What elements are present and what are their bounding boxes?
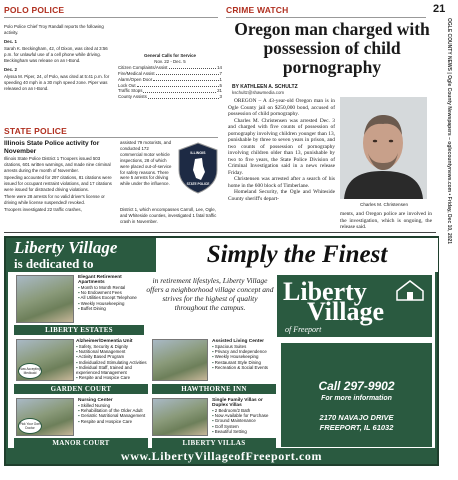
- hawthorne-feature: ▪ Recreation & Social Events: [212, 365, 278, 370]
- crime-watch-section-label: CRIME WATCH: [226, 5, 289, 15]
- suspect-photo: [340, 97, 427, 199]
- photo-caption: Charles M. Christensen: [360, 202, 408, 207]
- calls-value: 14: [217, 64, 222, 70]
- estates-details: [78, 275, 144, 311]
- badge-line2: STATE POLICE: [186, 182, 210, 186]
- garden-feature: ▪ Respite and Hospice Care: [76, 375, 148, 380]
- ad-address-line2: FREEPORT, IL 61032: [319, 423, 394, 432]
- garden-details: [76, 339, 148, 380]
- state-police-headline: Illinois State Police activity for November: [4, 140, 100, 155]
- hawthorne-feature: ▪ Weekly Housekeeping: [212, 354, 278, 359]
- manor-badge: Pick Your Own Doctor: [18, 418, 42, 434]
- badge-line1: ILLINOIS: [190, 151, 206, 155]
- garden-badge: Now Accepting Medicaid: [18, 363, 42, 379]
- state-paragraph: assisted 79 motorists, and conducted 172 commercial motor vehicle inspections, 28 of which were placed out-of-service for safety reasons. There were 5 arrests for driving while under the influence.: [120, 140, 172, 187]
- estates-feature: ▪ Buffet Dining: [78, 306, 144, 311]
- crime-paragraph: Homeland Security, the Ogle and Whiteside County sheriff's depart-: [228, 189, 335, 202]
- manor-band: MANOR COURT: [14, 438, 148, 448]
- hawthorne-band: HAWTHORNE INN: [152, 384, 276, 394]
- polo-entry-date: Dec. 2: [4, 66, 17, 72]
- ad-call[interactable]: Call 297-9902: [318, 379, 395, 393]
- ad-address-line1: 2170 NAVAJO DRIVE: [319, 413, 394, 422]
- hawthorne-feature: ▪ Restaurant Style Dining: [212, 360, 278, 365]
- state-paragraph: Troopers investigated 22 traffic crashes,: [4, 206, 82, 212]
- crime-col1: [228, 98, 335, 202]
- estates-feature: ▪ All Utilities Except Telephone: [78, 295, 144, 300]
- badge-icon: [176, 142, 220, 194]
- ad-more-info: For more information: [321, 395, 392, 402]
- garden-list: [76, 344, 148, 380]
- page-number: 21: [433, 3, 446, 15]
- state-police-section-label: STATE POLICE: [4, 126, 68, 136]
- calls-value: 3: [219, 94, 222, 100]
- logo-house-icon: [395, 279, 425, 301]
- villas-details: [212, 398, 278, 434]
- calls-range: Nov. 22 - Dec. 5: [154, 58, 186, 64]
- manor-feature: ▪ Skilled Nursing: [78, 403, 148, 408]
- manor-feature: ▪ Respite and Hospice Care: [78, 419, 148, 424]
- calls-value: 7: [219, 70, 222, 76]
- estates-photo: [16, 275, 74, 323]
- ad-tagline: in retirement lifestyles, Liberty Village offers a neighborhood village concept and strives for the highest of quality throughout the campus.: [146, 276, 274, 312]
- crime-col2: ments, and Oregon police are involved in the investigation, which is ongoing, the release said.: [340, 211, 432, 230]
- logo-liberty: Liberty: [283, 277, 367, 306]
- manor-feature: ▪ Rehabilitation of the Older Adult: [78, 408, 148, 413]
- manor-list: [78, 403, 148, 424]
- estates-feature: ▪ Month to Month Rental: [78, 285, 144, 290]
- byline-email: kschultz@shawmedia.com: [232, 90, 285, 95]
- villas-feature: ▪ Now Available for Purchase: [212, 413, 278, 418]
- calls-title: General Calls for Service: [144, 53, 196, 58]
- calls-label: Alarm/Open Door: [118, 76, 153, 82]
- estates-band: LIBERTY ESTATES: [14, 325, 144, 335]
- ad-dedicated: is dedicated to: [14, 256, 94, 271]
- state-col1: [4, 156, 116, 214]
- villas-photo: [152, 398, 208, 436]
- polo-entry-date: Dec. 1: [4, 38, 17, 44]
- calls-row: [118, 94, 222, 100]
- villas-title: Single Family Villas or Duplex Villas: [212, 398, 263, 408]
- calls-value: 1: [219, 76, 222, 82]
- villas-feature: ▪ Beautiful Setting: [212, 429, 278, 434]
- crime-paragraph: OREGON – A 43-year-old Oregon man is in Ogle County jail on $250,000 bond, accused of possession of child pornography.: [228, 98, 335, 117]
- calls-value: 21: [217, 88, 222, 94]
- polo-col2: [118, 24, 222, 100]
- state-col2: [120, 140, 172, 188]
- estates-title: Elegant Retirement Apartments: [78, 275, 122, 285]
- villas-feature: ▪ Golf System: [212, 424, 278, 429]
- calls-label: Fire/Medical Assist: [118, 70, 155, 76]
- villas-feature: ▪ Ground Maintenance: [212, 418, 278, 423]
- crime-paragraph: Christensen was arrested after a search of his home in the 600 block of Timberlane.: [228, 176, 335, 189]
- ad-script-title: Liberty Village: [14, 238, 118, 257]
- polo-entry-text: Sarah K. Beckingham, 42, of Dixon, was cited at 3:56 p.m. for unlawful use of a cell phone while driving. Beckingham was release on an I-Bond.: [4, 45, 108, 63]
- garden-title: Alzheimer/Dementia Unit: [76, 339, 133, 344]
- crime-headline: Oregon man charged with possession of child pornography: [234, 19, 430, 77]
- polo-col1: [4, 24, 110, 93]
- calls-label: Traffic Stops: [118, 88, 143, 94]
- calls-label: County Assists: [118, 94, 147, 100]
- state-police-badge: [176, 142, 220, 194]
- state-paragraph: Illinois State Police District 1 Troopers issued 503 citations, 601 written warnings, and made nine criminal arrests during the month of November.: [4, 156, 111, 173]
- estates-feature: ▪ Weekly Housekeeping: [78, 301, 144, 306]
- garden-feature: ▪ Individual Staff, trained and experienced Management: [76, 365, 148, 375]
- manor-feature: ▪ Geriatric Nutritional Management: [78, 413, 148, 418]
- polo-intro: Polo Police Chief Troy Randall reports the following activity.: [4, 24, 104, 35]
- state-col2-cont: [120, 207, 222, 226]
- villas-list: [212, 408, 278, 434]
- calls-value: 5: [219, 82, 222, 88]
- garden-feature: ▪ Individualized Stimulating Activities: [76, 360, 148, 365]
- hawthorne-title: Assisted Living Center: [212, 339, 264, 344]
- polo-entry-text: Alyssa M. Piper, 24, of Polo, was cited at 5:41 p.m. for speeding 40 mph in a 30 mph speed zone. Piper was released on an I-Bond.: [4, 73, 110, 91]
- ad-website-link[interactable]: www.LibertyVillageofFreeport.com: [120, 449, 323, 463]
- crime-paragraph: Charles M. Christensen was arrested Dec. 3 and charged with five counts of possession of pornography involving children younger than 13, punishable by three to seven years in prison, and two counts of possession of pornography involving children older than 13, punishable by two to five years, the State Police Division of Criminal Investigation said in a news release Friday.: [228, 117, 335, 176]
- manor-details: [78, 398, 148, 424]
- side-masthead: [440, 18, 454, 270]
- logo-village: Village: [307, 297, 385, 326]
- hawthorne-details: [212, 339, 278, 370]
- calls-label: Lock Out: [118, 82, 136, 88]
- manor-title: Nursing Center: [78, 398, 113, 403]
- ad-logo-box: [276, 274, 433, 338]
- liberty-village-ad: [4, 236, 439, 466]
- state-paragraph: Speeding accounted for 297 citations, 81 citations were issued for occupant restraint violations, and 17 citations were issued for distracted driving violations.: [4, 174, 112, 192]
- hawthorne-list: [212, 344, 278, 370]
- ad-contact-box: [280, 342, 433, 448]
- garden-band: GARDEN COURT: [14, 384, 148, 394]
- ad-simply-headline: Simply the Finest: [156, 238, 438, 272]
- byline: BY KATHLEEN A. SCHULTZ: [232, 84, 298, 90]
- hawthorne-photo: [152, 339, 208, 381]
- villas-feature: ▪ 2 Bedroom/2 Bath: [212, 408, 278, 413]
- side-masthead-text: OGLE COUNTY NEWS | Ogle County Newspapers – oglecountynews.com • Friday, Dec 10, 2021: [446, 18, 452, 245]
- garden-feature: ▪ Activity Based Program: [76, 354, 148, 359]
- state-paragraph: There were 28 arrests for no valid driver's license or driving while license suspended/ revoked.: [4, 193, 105, 205]
- villas-band: LIBERTY VILLAS: [152, 438, 276, 448]
- hawthorne-feature: ▪ Privacy and Independence: [212, 349, 278, 354]
- estates-list: [78, 285, 144, 311]
- state-paragraph: District 1, which encompasses Carroll, Lee, Ogle, and Whiteside counties, investigated 1 fatal traffic crash in November.: [120, 207, 217, 224]
- estates-feature: ▪ No Endowment Fees: [78, 290, 144, 295]
- garden-feature: ▪ Nutritional Management: [76, 349, 148, 354]
- logo-freeport: of Freeport: [285, 325, 322, 334]
- calls-list: [118, 65, 222, 100]
- garden-feature: ▪ Safety, Security & Dignity: [76, 344, 148, 349]
- hawthorne-feature: ▪ Spacious Suites: [212, 344, 278, 349]
- calls-label: Citizen Complaints/Assist: [118, 64, 168, 70]
- polo-police-section-label: POLO POLICE: [4, 5, 65, 15]
